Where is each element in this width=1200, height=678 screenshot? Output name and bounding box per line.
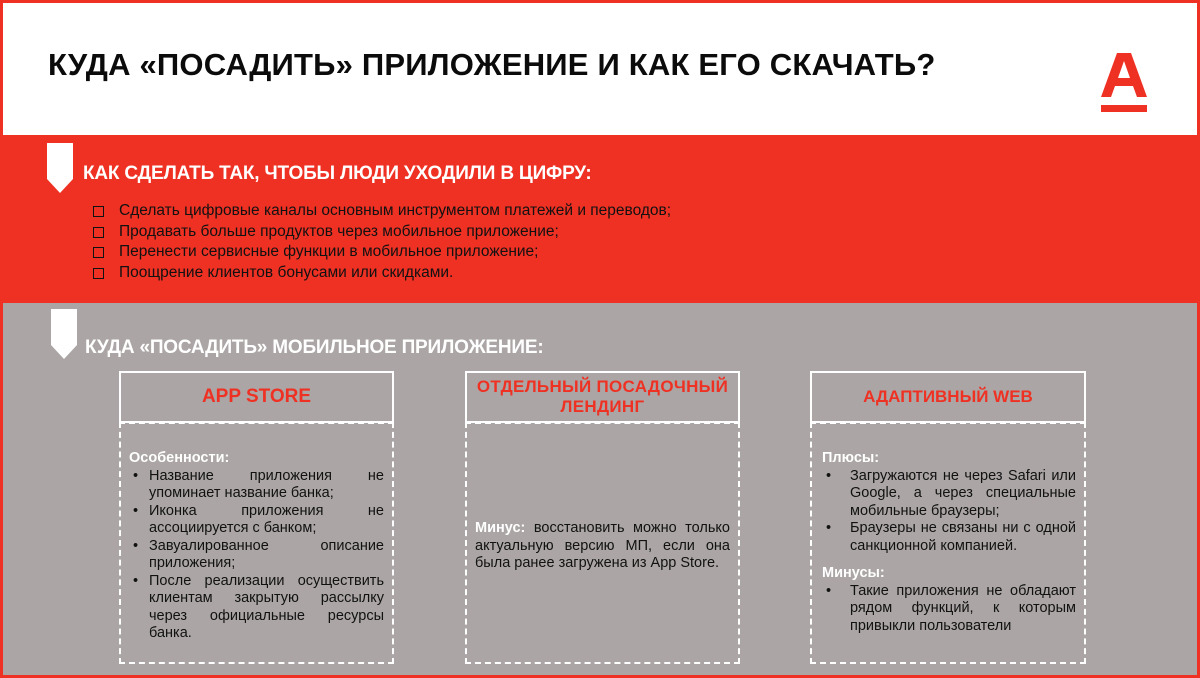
plus-list [822,468,1076,556]
list-item: • После реализации осуществить клиентам закрытую рассылку через официальные ресурсы банка. [129,573,384,643]
list-item: Перенести сервисные функции в мобильное приложение; [93,242,671,263]
minus-label: Минус: [475,520,526,536]
list-item: • Название приложения не упоминает название банка; [129,468,384,503]
list-item: Поощрение клиентов бонусами или скидками. [93,263,671,284]
checkbox-icon [93,206,104,217]
card-title-landing: ОТДЕЛЬНЫЙ ПОСАДОЧНЫЙ ЛЕНДИНГ [465,371,740,423]
card-title-app-store: APP STORE [119,371,394,423]
card-app-store [119,422,394,664]
list-item: • Иконка приложения не ассоциируется с банком; [129,503,384,538]
features-label: Особенности: [129,450,230,466]
list-item: • Загружаются не через Safari или Google, а через специальные мобильные браузеры; [822,468,1076,521]
placement-heading: КУДА «ПОСАДИТЬ» МОБИЛЬНОЕ ПРИЛОЖЕНИЕ: [85,337,544,358]
minus-label: Минусы: [822,565,885,581]
card-landing [465,422,740,664]
list-item: Сделать цифровые каналы основным инструментом платежей и переводов; [93,201,671,222]
list-item: • Браузеры не связаны ни с одной санкционной компанией. [822,520,1076,555]
digital-list [93,201,671,283]
minus-list [822,583,1076,636]
checkbox-icon [93,247,104,258]
digital-heading: КАК СДЕЛАТЬ ТАК, ЧТОБЫ ЛЮДИ УХОДИЛИ В ЦИФРУ: [83,163,592,184]
bank-logo-icon [1101,53,1147,115]
list-item: • Завуалированное описание приложения; [129,538,384,573]
list-item: Продавать больше продуктов через мобильное приложение; [93,222,671,243]
plus-label: Плюсы: [822,450,880,466]
checkbox-icon [93,227,104,238]
page-title: КУДА «ПОСАДИТЬ» ПРИЛОЖЕНИЕ И КАК ЕГО СКАЧАТЬ? [48,47,936,82]
card-adaptive-web [810,422,1086,664]
section-marker-icon [51,309,77,359]
header [3,3,1197,135]
checkbox-icon [93,268,104,279]
section-marker-icon [47,143,73,193]
card-title-adaptive-web: АДАПТИВНЫЙ WEB [810,371,1086,423]
list-item: • Такие приложения не обладают рядом функций, к которым привыкли пользователи [822,583,1076,636]
minus-text: восстановить можно только актуальную версию МП, если она была ранее загружена из App Store. [475,520,730,571]
features-list [129,468,384,643]
